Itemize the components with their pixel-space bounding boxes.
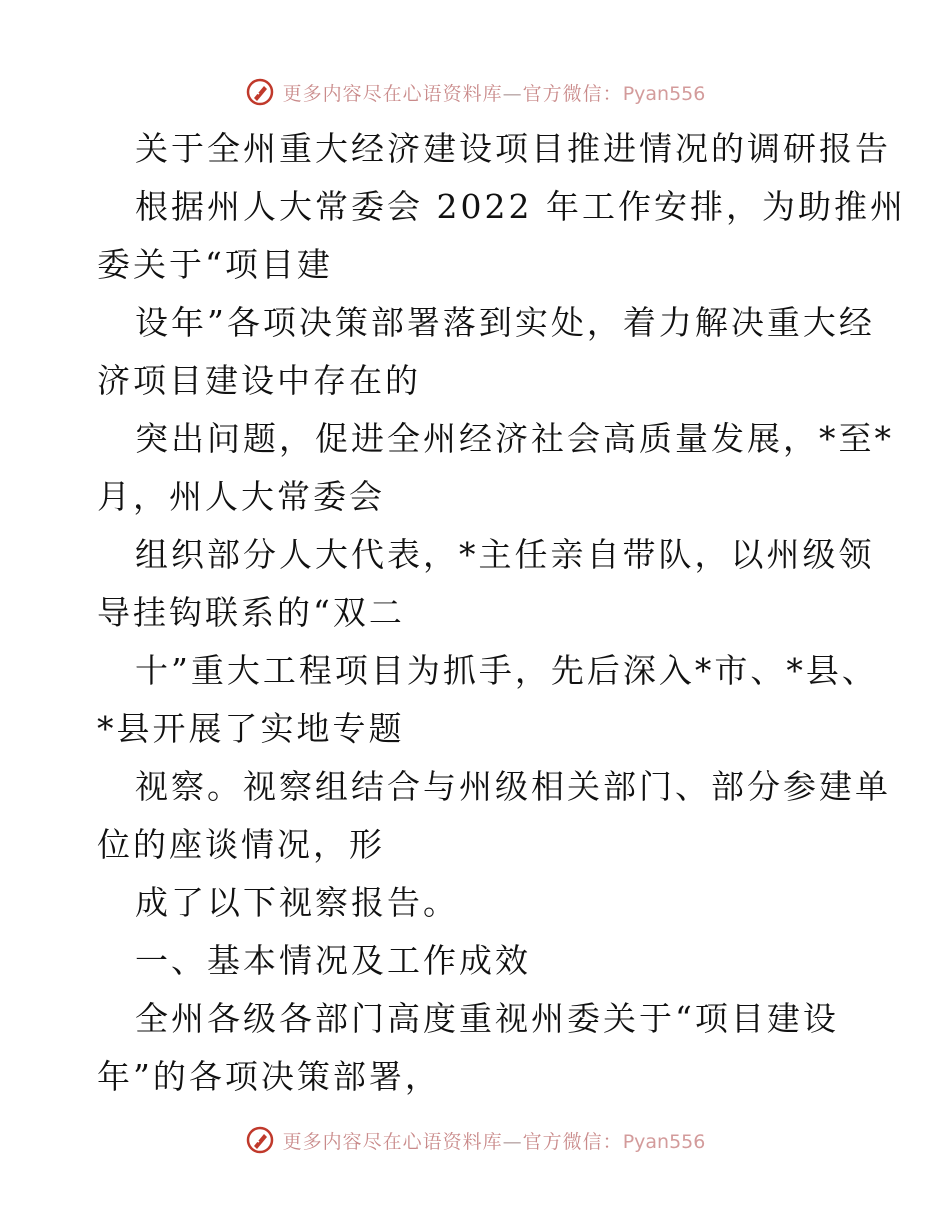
paragraph-line: 年”的各项决策部署， (97, 1057, 441, 1096)
watermark-text: 更多内容尽在心语资料库—官方微信：Pyan556 (282, 82, 706, 105)
watermark-header (0, 72, 950, 112)
paragraph-line: 根据州人大常委会 2022 年工作安排，为助推州 (135, 187, 906, 226)
section-heading: 一、基本情况及工作成效 (135, 941, 531, 980)
document-title: 关于全州重大经济建设项目推进情况的调研报告 (135, 129, 891, 168)
paragraph-line: 十”重大工程项目为抓手，先后深入*市、*县、 (135, 651, 878, 690)
paragraph-line: *县开展了实地专题 (97, 709, 405, 748)
paragraph-line: 导挂钩联系的“双二 (97, 593, 405, 632)
paragraph-line: 济项目建设中存在的 (97, 361, 421, 400)
paragraph-line: 全州各级各部门高度重视州委关于“项目建设 (135, 999, 839, 1038)
paragraph-line: 突出问题，促进全州经济社会高质量发展，*至* (135, 419, 894, 458)
paragraph-line: 组织部分人大代表，*主任亲自带队，以州级领 (135, 535, 875, 574)
watermark-footer (0, 1120, 950, 1160)
watermark-text: 更多内容尽在心语资料库—官方微信：Pyan556 (282, 1130, 706, 1153)
pen-logo-icon (245, 1125, 275, 1155)
paragraph-line: 位的座谈情况，形 (97, 825, 385, 864)
paragraph-line: 成了以下视察报告。 (135, 883, 459, 922)
paragraph-line: 月，州人大常委会 (97, 477, 385, 516)
pen-logo-icon (245, 77, 275, 107)
paragraph-line: 视察。视察组结合与州级相关部门、部分参建单 (135, 767, 891, 806)
paragraph-line: 委关于“项目建 (97, 245, 333, 284)
paragraph-line: 设年”各项决策部署落到实处，着力解决重大经 (135, 303, 875, 342)
